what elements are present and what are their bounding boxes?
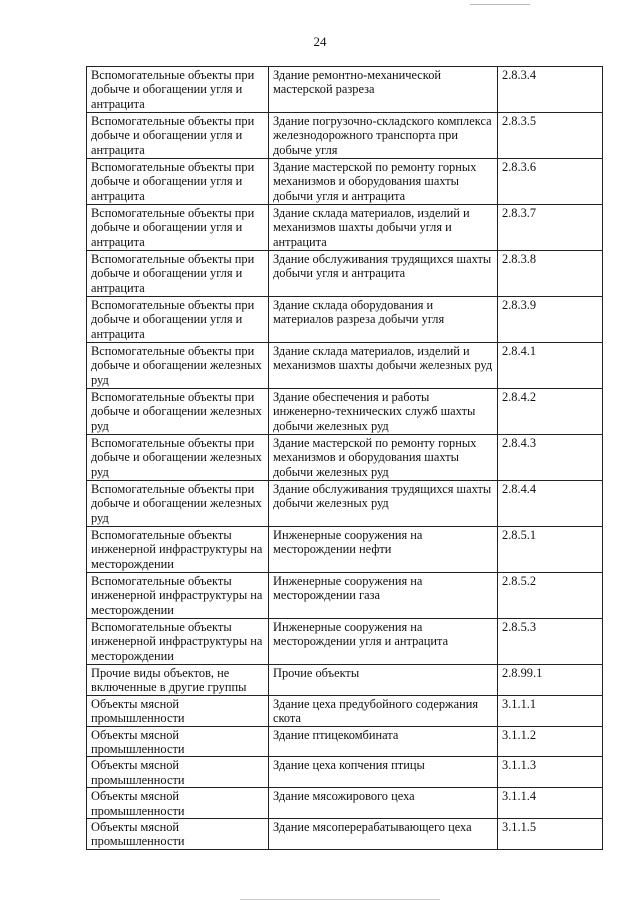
- category-cell: Объекты мясной промышленности: [87, 695, 269, 726]
- table-row: [87, 573, 603, 619]
- object-cell: Инженерные сооружения на месторождении нефти: [269, 527, 498, 573]
- scan-edge-mark: [470, 4, 530, 5]
- table-row: [87, 435, 603, 481]
- code-cell: 3.1.1.3: [498, 757, 603, 788]
- category-cell: Объекты мясной промышленности: [87, 819, 269, 850]
- object-cell: Здание обслуживания трудящихся шахты добычи угля и антрацита: [269, 251, 498, 297]
- category-cell: Вспомогательные объекты при добыче и обогащении железных руд: [87, 343, 269, 389]
- table-row: [87, 726, 603, 757]
- object-cell: Здание погрузочно-складского комплекса железнодорожного транспорта при добыче угля: [269, 113, 498, 159]
- table-row: [87, 481, 603, 527]
- object-cell: Здание обслуживания трудящихся шахты добычи железных руд: [269, 481, 498, 527]
- category-cell: Вспомогательные объекты при добыче и обогащении железных руд: [87, 481, 269, 527]
- object-cell: Здание цеха копчения птицы: [269, 757, 498, 788]
- code-cell: 2.8.3.7: [498, 205, 603, 251]
- code-cell: 2.8.3.8: [498, 251, 603, 297]
- object-cell: Здание мастерской по ремонту горных механизмов и оборудования шахты добычи угля и антрацита: [269, 159, 498, 205]
- page-number: 24: [313, 34, 327, 49]
- code-cell: 2.8.3.9: [498, 297, 603, 343]
- object-cell: Здание мастерской по ремонту горных механизмов и оборудования шахты добычи железных руд: [269, 435, 498, 481]
- object-cell: Здание мясоперерабатывающего цеха: [269, 819, 498, 850]
- code-cell: 3.1.1.5: [498, 819, 603, 850]
- code-cell: 2.8.3.4: [498, 67, 603, 113]
- category-cell: Вспомогательные объекты инженерной инфраструктуры на месторождении: [87, 527, 269, 573]
- object-cell: Инженерные сооружения на месторождении угля и антрацита: [269, 619, 498, 665]
- table-row: [87, 251, 603, 297]
- table-row: [87, 819, 603, 850]
- category-cell: Прочие виды объектов, не включенные в другие группы: [87, 665, 269, 696]
- table-row: [87, 389, 603, 435]
- object-cell: Здание склада оборудования и материалов разреза добычи угля: [269, 297, 498, 343]
- category-cell: Вспомогательные объекты инженерной инфраструктуры на месторождении: [87, 619, 269, 665]
- code-cell: 2.8.5.3: [498, 619, 603, 665]
- object-cell: Здание склада материалов, изделий и механизмов шахты добычи угля и антрацита: [269, 205, 498, 251]
- category-cell: Вспомогательные объекты при добыче и обогащении угля и антрацита: [87, 205, 269, 251]
- table-row: [87, 757, 603, 788]
- scan-edge-mark: [240, 899, 440, 900]
- code-cell: 3.1.1.4: [498, 788, 603, 819]
- category-cell: Объекты мясной промышленности: [87, 757, 269, 788]
- code-cell: 2.8.4.1: [498, 343, 603, 389]
- table-row: [87, 113, 603, 159]
- table-row: [87, 297, 603, 343]
- object-cell: Инженерные сооружения на месторождении газа: [269, 573, 498, 619]
- code-cell: 2.8.99.1: [498, 665, 603, 696]
- registry-table-body: [87, 67, 603, 850]
- table-row: [87, 343, 603, 389]
- table-row: [87, 665, 603, 696]
- object-cell: Здание ремонтно-механической мастерской разреза: [269, 67, 498, 113]
- category-cell: Объекты мясной промышленности: [87, 788, 269, 819]
- table-row: [87, 619, 603, 665]
- object-cell: Прочие объекты: [269, 665, 498, 696]
- code-cell: 2.8.5.2: [498, 573, 603, 619]
- code-cell: 2.8.4.2: [498, 389, 603, 435]
- object-cell: Здание склада материалов, изделий и механизмов шахты добычи железных руд: [269, 343, 498, 389]
- object-cell: Здание птицекомбината: [269, 726, 498, 757]
- code-cell: 2.8.4.3: [498, 435, 603, 481]
- code-cell: 2.8.3.6: [498, 159, 603, 205]
- table-row: [87, 205, 603, 251]
- registry-table: [86, 66, 603, 850]
- category-cell: Вспомогательные объекты при добыче и обогащении железных руд: [87, 435, 269, 481]
- category-cell: Вспомогательные объекты при добыче и обогащении угля и антрацита: [87, 113, 269, 159]
- category-cell: Вспомогательные объекты при добыче и обогащении угля и антрацита: [87, 159, 269, 205]
- category-cell: Вспомогательные объекты инженерной инфраструктуры на месторождении: [87, 573, 269, 619]
- object-cell: Здание цеха предубойного содержания скота: [269, 695, 498, 726]
- table-row: [87, 159, 603, 205]
- category-cell: Вспомогательные объекты при добыче и обогащении угля и антрацита: [87, 67, 269, 113]
- category-cell: Объекты мясной промышленности: [87, 726, 269, 757]
- category-cell: Вспомогательные объекты при добыче и обогащении железных руд: [87, 389, 269, 435]
- code-cell: 2.8.4.4: [498, 481, 603, 527]
- code-cell: 3.1.1.2: [498, 726, 603, 757]
- category-cell: Вспомогательные объекты при добыче и обогащении угля и антрацита: [87, 297, 269, 343]
- table-row: [87, 67, 603, 113]
- object-cell: Здание обеспечения и работы инженерно-технических служб шахты добычи железных руд: [269, 389, 498, 435]
- table-row: [87, 527, 603, 573]
- category-cell: Вспомогательные объекты при добыче и обогащении угля и антрацита: [87, 251, 269, 297]
- table-row: [87, 788, 603, 819]
- code-cell: 3.1.1.1: [498, 695, 603, 726]
- table-row: [87, 695, 603, 726]
- code-cell: 2.8.3.5: [498, 113, 603, 159]
- code-cell: 2.8.5.1: [498, 527, 603, 573]
- object-cell: Здание мясожирового цеха: [269, 788, 498, 819]
